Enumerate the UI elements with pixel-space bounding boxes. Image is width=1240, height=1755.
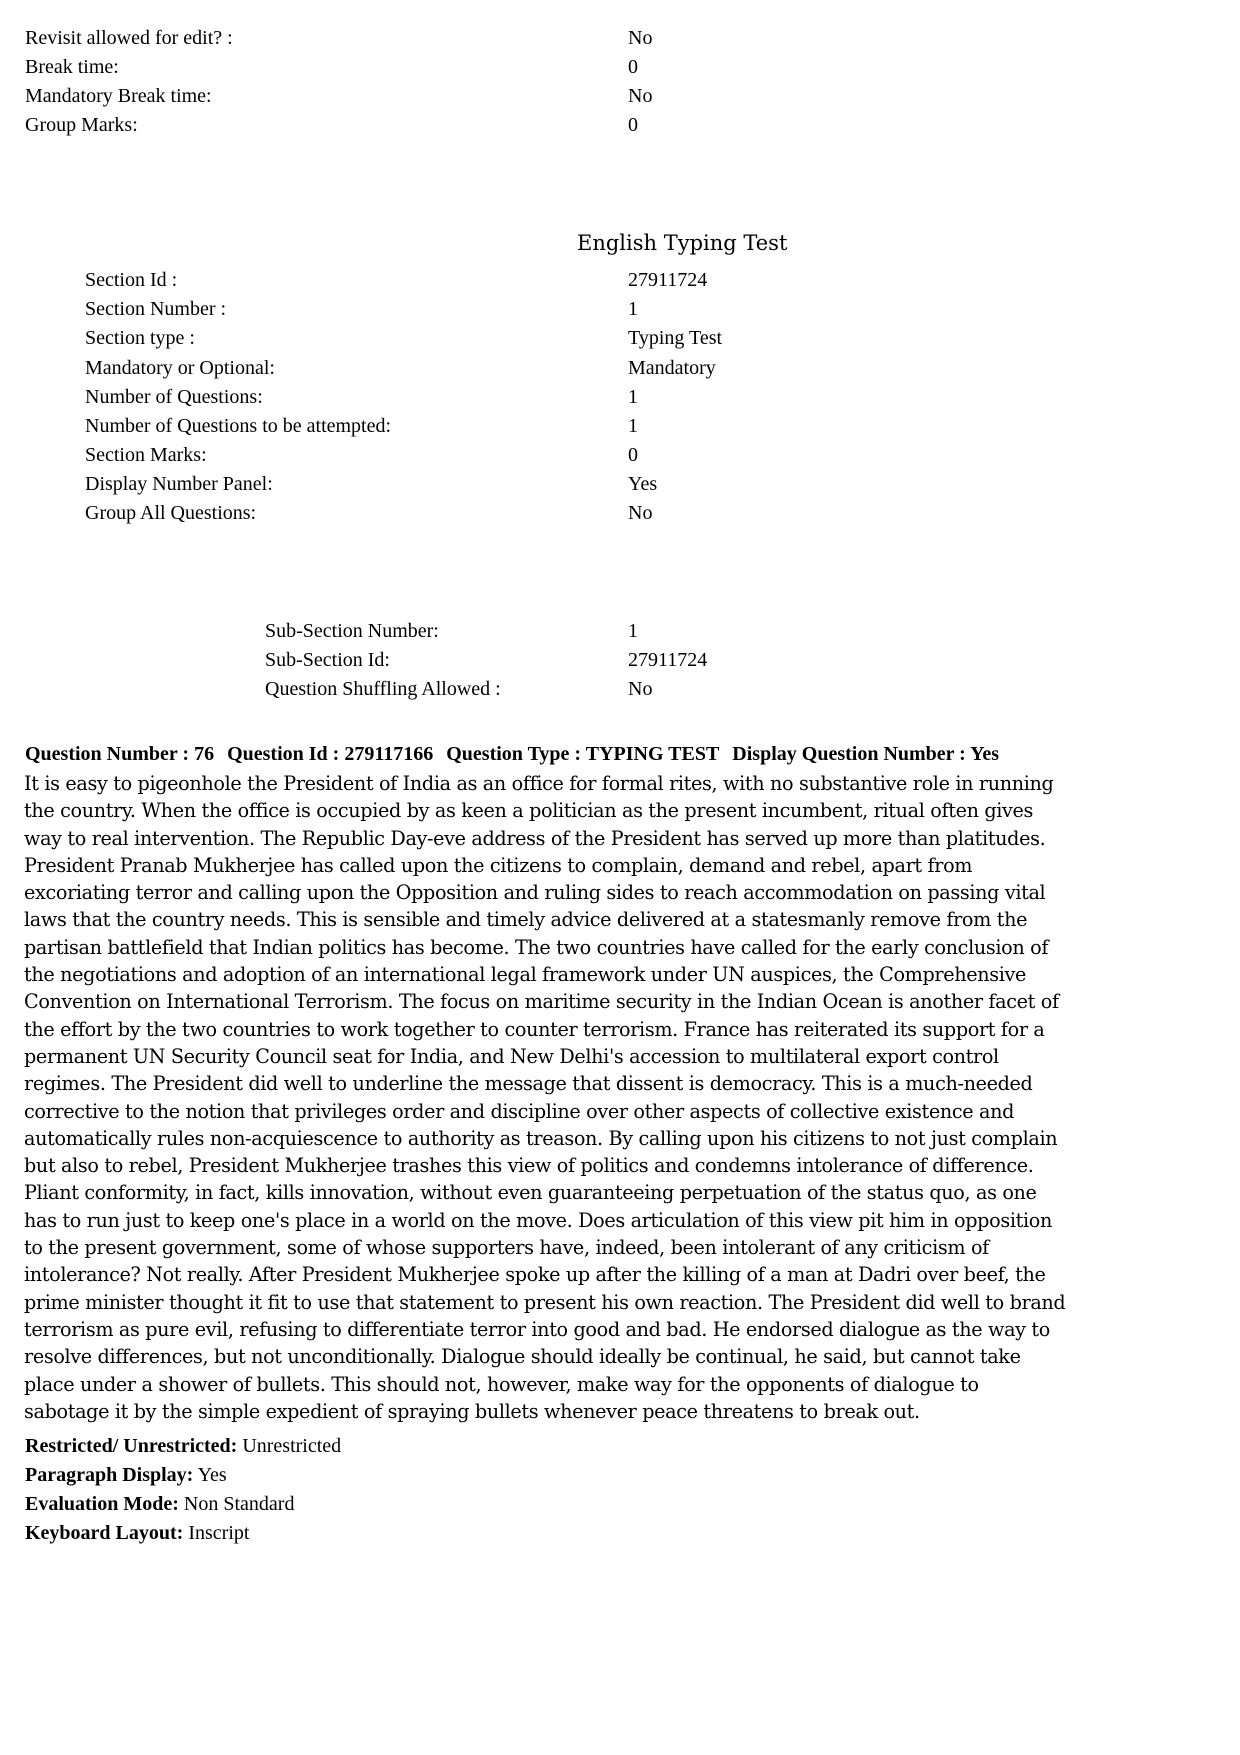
field-label: Section Id : xyxy=(85,269,178,291)
field-label: Mandatory or Optional: xyxy=(85,357,275,379)
field-value: 0 xyxy=(628,56,638,78)
passage-line: laws that the country needs. This is sensible and timely advice delivered at a statesmanly remove from the xyxy=(24,908,1028,932)
field-value: 1 xyxy=(628,298,638,320)
meta-value: Unrestricted xyxy=(242,1435,342,1457)
field-value: 27911724 xyxy=(628,649,708,671)
passage-line: the country. When the office is occupied by as keen a politician as the present incumbent, ritual often gives xyxy=(24,799,1034,823)
display-question-number: Display Question Number : Yes xyxy=(732,743,999,765)
passage-line: way to real intervention. The Republic Day-eve address of the President has served up more than platitudes. xyxy=(24,826,1046,850)
passage-line: excoriating terror and calling upon the Opposition and ruling sides to reach accommodation on passing vital xyxy=(24,881,1046,905)
passage-line: terrorism as pure evil, refusing to differentiate terror into good and bad. He endorsed dialogue as the way to xyxy=(24,1317,1050,1341)
field-value: 1 xyxy=(628,415,638,437)
passage-line: resolve differences, but not unconditionally. Dialogue should ideally be continual, he said, but cannot take xyxy=(24,1345,1021,1369)
passage-line: automatically rules non-acquiescence to authority as treason. By calling upon his citizens to not just complain xyxy=(24,1126,1058,1150)
field-label: Sub-Section Id: xyxy=(265,649,390,671)
field-value: No xyxy=(628,27,653,49)
meta-value: Yes xyxy=(197,1464,227,1486)
field-value: No xyxy=(628,502,653,524)
meta-evaluation-mode xyxy=(25,1490,294,1519)
meta-keyboard-layout xyxy=(25,1519,249,1548)
passage-line: but also to rebel, President Mukherjee trashes this view of politics and condemns intolerance of difference. xyxy=(24,1154,1034,1178)
meta-value: Inscript xyxy=(188,1522,250,1544)
field-label: Group All Questions: xyxy=(85,502,257,524)
field-label: Question Shuffling Allowed : xyxy=(265,678,501,700)
passage-line: the effort by the two countries to work together to counter terrorism. France has reiterated its support for a xyxy=(24,1017,1045,1041)
field-value: No xyxy=(628,85,653,107)
question-type: Question Type : TYPING TEST xyxy=(446,743,720,765)
field-value: 1 xyxy=(628,620,638,642)
meta-label: Restricted/ Unrestricted: xyxy=(25,1435,238,1457)
field-value: Typing Test xyxy=(628,327,723,349)
passage-line: intolerance? Not really. After President Mukherjee spoke up after the killing of a man at Dadri over beef, the xyxy=(24,1263,1046,1287)
field-label: Section Number : xyxy=(85,298,227,320)
field-value: No xyxy=(628,678,653,700)
field-value: 0 xyxy=(628,444,638,466)
section-heading: English Typing Test xyxy=(577,231,788,255)
question-id: Question Id : 279117166 xyxy=(227,743,434,765)
typing-passage xyxy=(24,770,1224,1425)
field-label: Section Marks: xyxy=(85,444,207,466)
passage-line: President Pranab Mukherjee has called upon the citizens to complain, demand and rebel, apart from xyxy=(24,853,973,877)
field-label: Group Marks: xyxy=(25,114,138,136)
field-label: Sub-Section Number: xyxy=(265,620,439,642)
passage-line: has to run just to keep one's place in a world on the move. Does articulation of this view pit him in opposition xyxy=(24,1208,1052,1232)
field-label: Number of Questions: xyxy=(85,386,263,408)
passage-line: partisan battlefield that Indian politics has become. The two countries have called for the early conclusion of xyxy=(24,935,1049,959)
passage-line: prime minister thought it fit to use that statement to present his own reaction. The President did well to brand xyxy=(24,1290,1066,1314)
meta-label: Paragraph Display: xyxy=(25,1464,194,1486)
meta-label: Evaluation Mode: xyxy=(25,1493,179,1515)
field-label: Number of Questions to be attempted: xyxy=(85,415,392,437)
meta-value: Non Standard xyxy=(183,1493,295,1515)
field-value: Mandatory xyxy=(628,357,716,379)
question-header xyxy=(25,740,1007,769)
meta-paragraph-display xyxy=(25,1461,227,1490)
passage-line: regimes. The President did well to underline the message that dissent is democracy. This is a much-needed xyxy=(24,1072,1033,1096)
passage-line: to the present government, some of whose supporters have, indeed, been intolerant of any criticism of xyxy=(24,1236,989,1260)
field-value: Yes xyxy=(628,473,658,495)
passage-line: Pliant conformity, in fact, kills innovation, without even guaranteeing perpetuation of the status quo, as one xyxy=(24,1181,1037,1205)
meta-label: Keyboard Layout: xyxy=(25,1522,184,1544)
field-label: Revisit allowed for edit? : xyxy=(25,27,233,49)
field-label: Display Number Panel: xyxy=(85,473,273,495)
passage-line: place under a shower of bullets. This should not, however, make way for the opponents of dialogue to xyxy=(24,1372,979,1396)
field-value: 27911724 xyxy=(628,269,708,291)
field-value: 0 xyxy=(628,114,638,136)
passage-line: corrective to the notion that privileges order and discipline over other aspects of collective existence and xyxy=(24,1099,1015,1123)
field-value: 1 xyxy=(628,386,638,408)
passage-line: Convention on International Terrorism. The focus on maritime security in the Indian Ocean is another facet of xyxy=(24,990,1059,1014)
passage-line: the negotiations and adoption of an international legal framework under UN auspices, the Comprehensive xyxy=(24,963,1027,987)
passage-line: It is easy to pigeonhole the President of India as an office for formal rites, with no substantive role in running xyxy=(24,772,1054,795)
passage-line: permanent UN Security Council seat for India, and New Delhi's accession to multilateral export control xyxy=(24,1044,999,1068)
field-label: Mandatory Break time: xyxy=(25,85,212,107)
question-number: Question Number : 76 xyxy=(25,743,215,765)
field-label: Break time: xyxy=(25,56,119,78)
meta-restricted xyxy=(25,1432,341,1461)
passage-line: sabotage it by the simple expedient of spraying bullets whenever peace threatens to break out. xyxy=(24,1399,920,1423)
field-label: Section type : xyxy=(85,327,195,349)
